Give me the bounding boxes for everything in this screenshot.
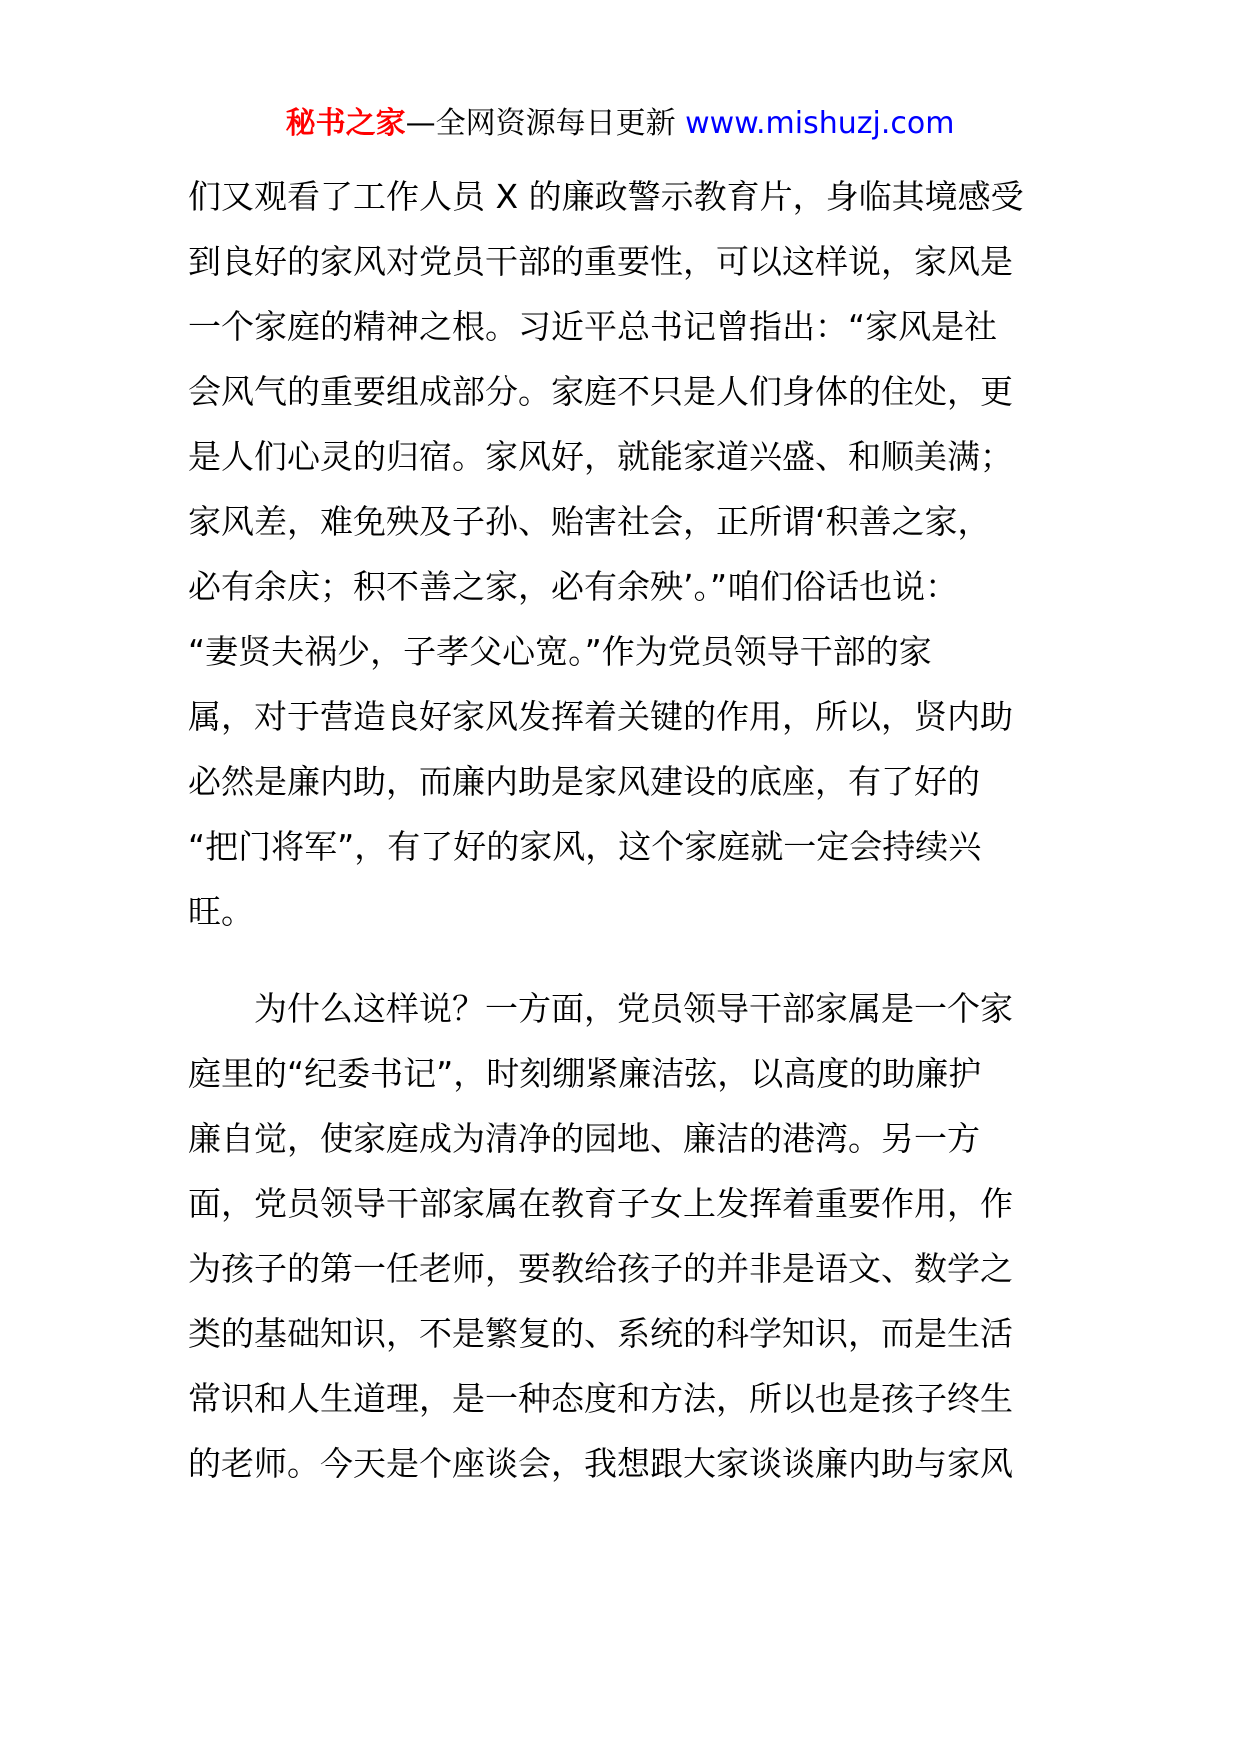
- site-url[interactable]: www.mishuzj.com: [685, 106, 955, 141]
- text-line: 们又观看了工作人员 X 的廉政警示教育片，身临其境感受: [188, 177, 1024, 216]
- text-line: 是人们心灵的归宿。家风好，就能家道兴盛、和顺美满；: [188, 437, 1013, 476]
- text-line: 必有余庆；积不善之家，必有余殃’。”咱们俗话也说：: [188, 567, 959, 606]
- text-line: 旺。: [188, 892, 254, 931]
- paragraph-spacer: [188, 944, 1068, 976]
- paragraph: [188, 164, 1068, 944]
- text-line: 类的基础知识，不是繁复的、系统的科学知识，而是生活: [188, 1314, 1013, 1353]
- text-line: 家风差，难免殃及子孙、贻害社会，正所谓‘积善之家，: [188, 502, 991, 541]
- text-line: 庭里的“纪委书记”，时刻绷紧廉洁弦，以高度的助廉护: [188, 1054, 982, 1093]
- text-line: 必然是廉内助，而廉内助是家风建设的底座，有了好的: [188, 762, 980, 801]
- text-line: 廉自觉，使家庭成为清净的园地、廉洁的港湾。另一方: [188, 1119, 980, 1158]
- text-line: “妻贤夫祸少，子孝父心宽。”作为党员领导干部的家: [188, 632, 932, 671]
- document-body: [188, 164, 1068, 1496]
- text-line: 属，对于营造良好家风发挥着关键的作用，所以，贤内助: [188, 697, 1013, 736]
- text-line: “把门将军”，有了好的家风，这个家庭就一定会持续兴: [188, 827, 982, 866]
- paragraph: [188, 976, 1068, 1496]
- text-line: 一个家庭的精神之根。习近平总书记曾指出：“家风是社: [188, 307, 998, 346]
- text-line: 面，党员领导干部家属在教育子女上发挥着重要作用，作: [188, 1184, 1013, 1223]
- header-tagline: —全网资源每日更新: [405, 106, 686, 141]
- text-line: 到良好的家风对党员干部的重要性，可以这样说，家风是: [188, 242, 1013, 281]
- text-line: 为孩子的第一任老师，要教给孩子的并非是语文、数学之: [188, 1249, 1013, 1288]
- text-line: 的老师。今天是个座谈会，我想跟大家谈谈廉内助与家风: [188, 1444, 1013, 1483]
- brand-name: 秘书之家: [285, 106, 406, 141]
- text-line: 会风气的重要组成部分。家庭不只是人们身体的住处，更: [188, 372, 1013, 411]
- site-header: [0, 104, 1240, 144]
- text-line: 常识和人生道理，是一种态度和方法，所以也是孩子终生: [188, 1379, 1013, 1418]
- text-line: 为什么这样说？一方面，党员领导干部家属是一个家: [188, 989, 1013, 1028]
